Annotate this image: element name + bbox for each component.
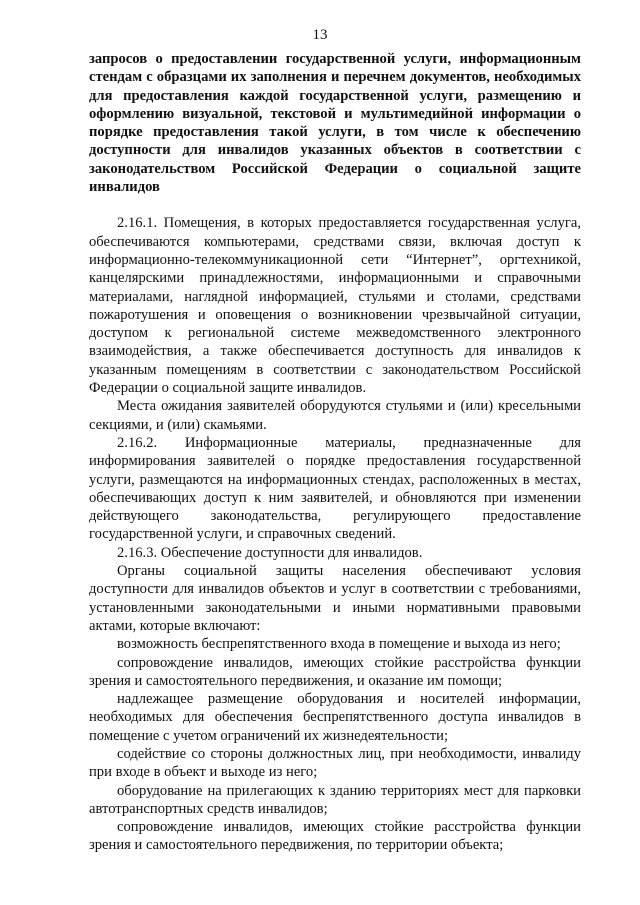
paragraph-2-16-2: 2.16.2. Информационные материалы, предназначенные для информирования заявителей о порядке предоставления государственной услуги, размещаются на информационных стендах, расположенных в местах, обеспечивающих доступ к ним заявителей, и обновляются при изменении действующего законодательства, регулирующего предоставление государственной услуги, и справочных сведений.	[89, 434, 581, 543]
accessibility-list	[89, 635, 581, 855]
intro-paragraph: запросов о предоставлении государственной услуги, информационным стендам с образцами их заполнения и перечнем документов, необходимых для предоставления каждой государственной услуги, размещению и оформлению визуальной, текстовой и мультимедийной информации о порядке предоставления такой услуги, в том числе к обеспечению доступности для инвалидов указанных объектов в соответствии с законодательством Российской Федерации о социальной защите инвалидов	[89, 51, 581, 196]
list-item: надлежащее размещение оборудования и носителей информации, необходимых для обеспечения беспрепятственного доступа инвалидов в помещение с учетом ограничений их жизнедеятельности;	[89, 691, 581, 744]
list-item: оборудование на прилегающих к зданию территориях мест для парковки автотранспортных средств инвалидов;	[89, 782, 581, 817]
list-item: сопровождение инвалидов, имеющих стойкие расстройства функции зрения и самостоятельного передвижения, по территории объекта;	[89, 819, 581, 854]
list-item: возможность беспрепятственного входа в помещение и выхода из него;	[117, 636, 561, 653]
page-number: 13	[312, 27, 328, 43]
paragraph-waiting-places: Места ожидания заявителей оборудуются стульями и (или) кресельными секциями, и (или) скамьями.	[89, 398, 581, 433]
paragraph-2-16-3: 2.16.3. Обеспечение доступности для инвалидов.	[117, 544, 423, 561]
list-item: сопровождение инвалидов, имеющих стойкие расстройства функции зрения и самостоятельного передвижения, и оказание им помощи;	[89, 654, 581, 689]
page-content	[89, 50, 581, 855]
list-item: содействие со стороны должностных лиц, при необходимости, инвалиду при входе в объект и выходе из него;	[89, 745, 581, 781]
paragraph-organs-provide: Органы социальной защиты населения обеспечивают условия доступности для инвалидов объектов и услуг в соответствии с требованиями, установленными законодательными и иными нормативными правовыми актами, которые включают:	[89, 563, 581, 634]
paragraph-2-16-1: 2.16.1. Помещения, в которых предоставляется государственная услуга, обеспечиваются компьютерами, средствами связи, включая доступ к информационно-телекоммуникационной сети “Интернет”, оргтехникой, канцелярскими принадлежностями, информационными и справочными материалами, наглядной информацией, стульями и столами, средствами пожаротушения и оповещения о возникновении чрезвычайной ситуации, доступом к региональной системе межведомственного электронного взаимодействия, а также обеспечивается доступность для инвалидов к указанным помещениям в соответствии с законодательством Российской Федерации о социальной защите инвалидов.	[89, 215, 581, 397]
